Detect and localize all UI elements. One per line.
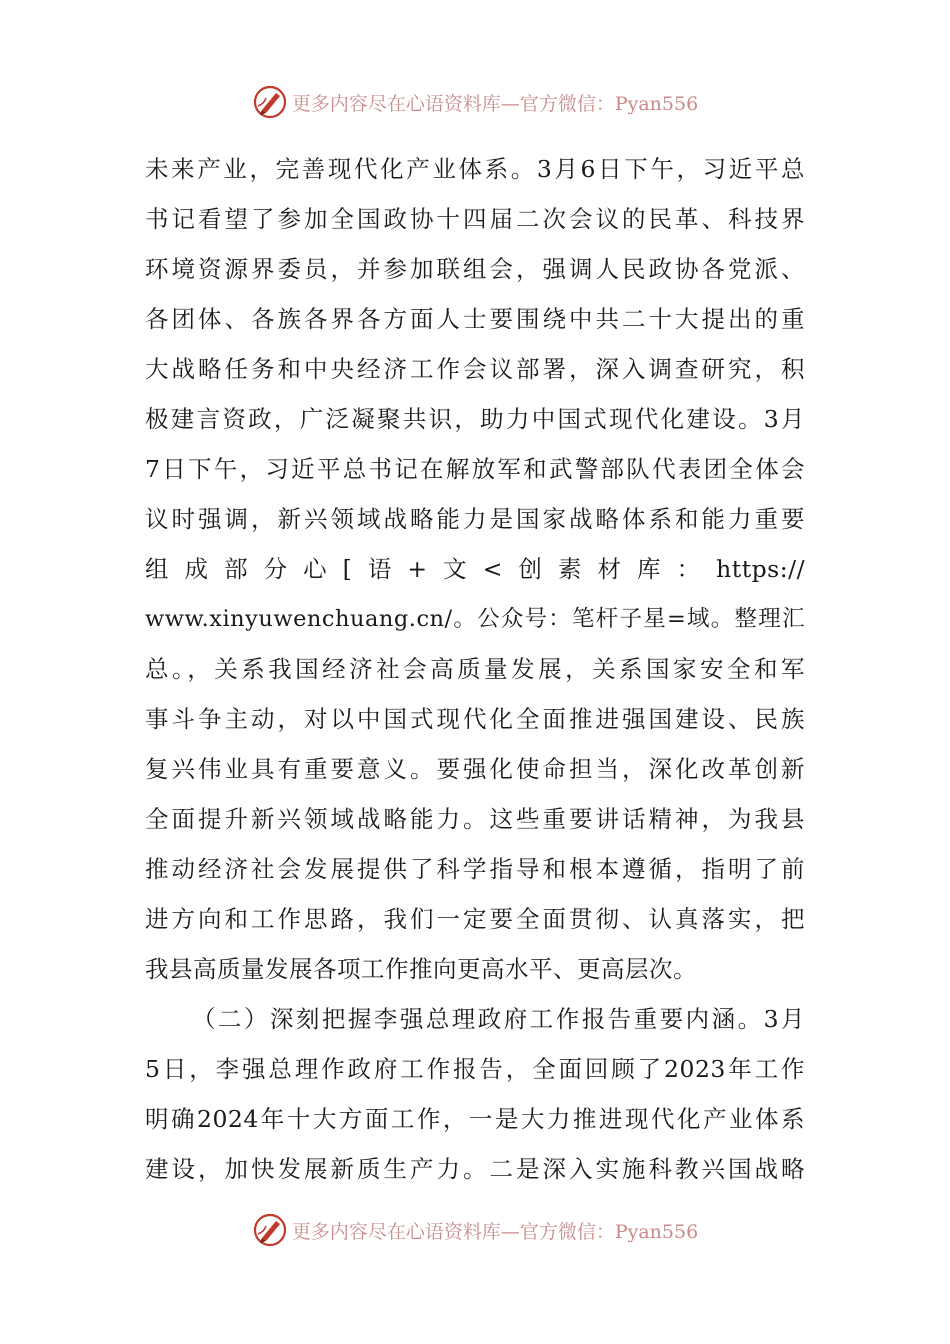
- text-line: www.xinyuwenchuang.cn/。公众号：笔杆子星=域。整理汇: [145, 606, 805, 632]
- section-heading-line: （二）深刻把握李强总理政府工作报告重要内涵。3月: [192, 1005, 805, 1033]
- paragraph-end-line: 我县高质量发展各项工作推向更高水平、更高层次。: [145, 955, 697, 983]
- text-line: 极建言资政，广泛凝聚共识，助力中国式现代化建设。3月: [145, 405, 805, 433]
- text-line: 书记看望了参加全国政协十四届二次会议的民革、科技界: [145, 205, 805, 233]
- text-line: 环境资源界委员，并参加联组会，强调人民政协各党派、: [145, 255, 805, 283]
- text-line: 组成部分心[语+文<创素材库：https://: [145, 555, 805, 583]
- footer-banner: [0, 1210, 950, 1250]
- text-line: 进方向和工作思路，我们一定要全面贯彻、认真落实，把: [145, 905, 805, 933]
- text-line: 复兴伟业具有重要意义。要强化使命担当，深化改革创新: [145, 755, 805, 783]
- text-line: 建设，加快发展新质生产力。二是深入实施科教兴国战略: [145, 1155, 805, 1183]
- pen-circle-logo-icon: [252, 84, 288, 120]
- footer-banner-content: [252, 1212, 698, 1248]
- text-line: 5日，李强总理作政府工作报告，全面回顾了2023年工作: [145, 1055, 805, 1083]
- text-line: 未来产业，完善现代化产业体系。3月6日下午，习近平总: [145, 155, 805, 183]
- text-line: 总。，关系我国经济社会高质量发展，关系国家安全和军: [145, 655, 805, 683]
- text-line: 推动经济社会发展提供了科学指导和根本遵循，指明了前: [145, 855, 805, 883]
- pen-circle-logo-icon: [252, 1212, 288, 1248]
- header-banner-text: 更多内容尽在心语资料库—官方微信：Pyan556: [291, 92, 699, 115]
- document-body: [145, 144, 805, 1194]
- footer-banner-text: 更多内容尽在心语资料库—官方微信：Pyan556: [291, 1220, 699, 1243]
- text-line: 大战略任务和中央经济工作会议部署，深入调查研究，积: [145, 355, 805, 383]
- header-banner-content: [252, 84, 698, 120]
- text-line: 7日下午，习近平总书记在解放军和武警部队代表团全体会: [145, 455, 805, 483]
- text-line: 事斗争主动，对以中国式现代化全面推进强国建设、民族: [145, 705, 805, 733]
- text-line: 议时强调，新兴领域战略能力是国家战略体系和能力重要: [145, 505, 805, 533]
- header-banner: [0, 82, 950, 122]
- text-line: 明确2024年十大方面工作，一是大力推进现代化产业体系: [145, 1105, 805, 1133]
- text-line: 各团体、各族各界各方面人士要围绕中共二十大提出的重: [145, 305, 805, 333]
- text-line: 全面提升新兴领域战略能力。这些重要讲话精神，为我县: [145, 805, 805, 833]
